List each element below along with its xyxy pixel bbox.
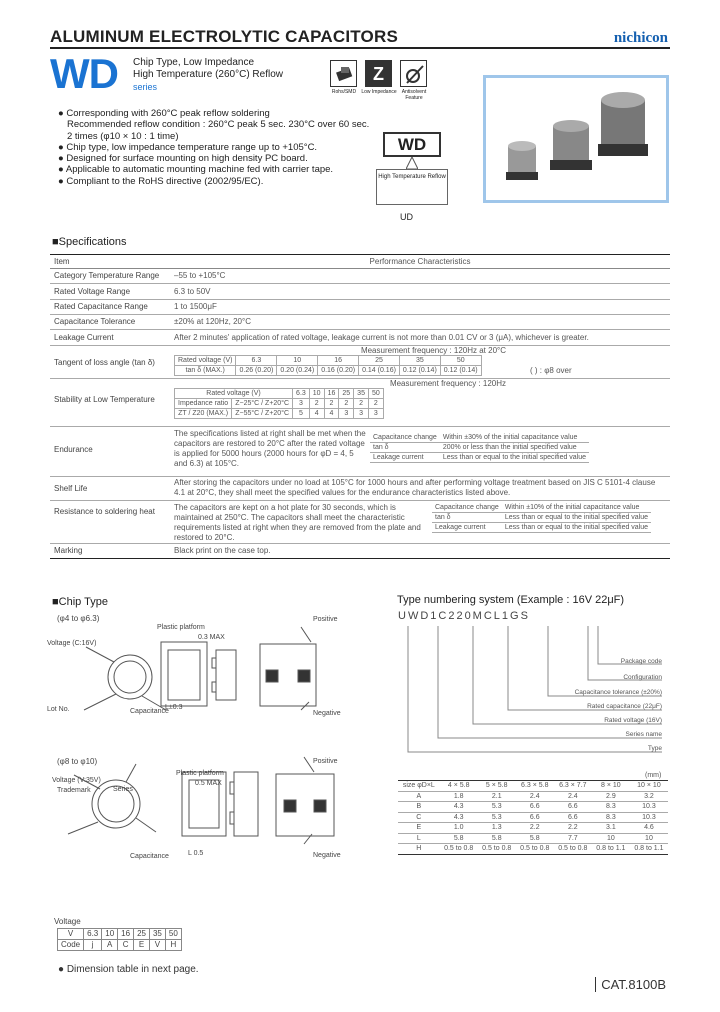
table-row: Category Temperature Range –55 to +105°C: [50, 269, 670, 284]
chip-section-title: ■Chip Type: [52, 596, 108, 608]
positive-label-2: Positive: [313, 758, 338, 765]
table-row: H 0.5 to 0.8 0.5 to 0.8 0.5 to 0.8 0.5 to 0.8 0.8 to 1.1 0.8 to 1.1: [398, 844, 668, 855]
code-desc: Package code: [620, 658, 662, 665]
series-label-2: Series: [113, 786, 133, 793]
table-row: [50, 255, 670, 269]
badge-label-1: Rohs/SMD: [331, 89, 357, 95]
table-row: Code j A C E V H: [58, 940, 182, 951]
code-desc: Type: [647, 745, 662, 752]
code-desc: Rated voltage (16V): [604, 717, 662, 724]
table-row: E 1.0 1.3 2.2 2.2 3.1 4.6: [398, 823, 668, 834]
code-desc: Rated capacitance (22μF): [587, 703, 662, 710]
code-desc: Configuration: [623, 674, 662, 681]
positive-label: Positive: [313, 616, 338, 623]
voltage-label: Voltage (C:16V): [47, 640, 97, 647]
feature-item: ● Applicable to automatic mounting machine fed with carrier tape.: [58, 164, 334, 176]
feature-item: ● Chip type, low impedance temperature range up to +105°C.: [58, 141, 318, 153]
voltage2-label: Voltage (V:35V): [52, 777, 101, 784]
tan-table: Rated voltage (V) 6.3 10 16 25 35 50 tan δ (MAX.) 0.26 (0.20) 0.20 (0.24) 0.16 (0.20) 0.14 (0.16) 0.12 (0.14) 0.12 (0.14): [174, 355, 482, 376]
type-code: UWD1C220MCL1GS: [398, 610, 530, 622]
table-row: L 5.8 5.8 5.8 7.7 10 10: [398, 833, 668, 844]
trademark-label: Trademark: [57, 787, 91, 794]
dim-unit: (mm): [645, 772, 662, 779]
voltage-code-table: [57, 928, 182, 951]
lotno-label: Lot No.: [47, 706, 70, 713]
low-impedance-icon: Z: [365, 60, 392, 87]
code-desc: Series name: [625, 731, 662, 738]
flow-box: High Temperature Reflow: [376, 169, 448, 205]
table-row: Leakage Current After 2 minutes' application of rated voltage, leakage current is not more than 0.01 CV or 3 (μA), whichever is greater.: [50, 330, 670, 346]
stability-table: Rated voltage (V) 6.3 10 16 25 35 50 Impedance ratio Z−25°C / Z+20°C 3 2 2 2 2 2 ZT / Z20 (MAX.) Z−55°C / Z+20°C 5 4 4 3 3 3: [174, 388, 384, 419]
table-row: Resistance to soldering heat The capacitors are kept on a hot plate for 30 seconds, which is maintained at 250°C. The capacitors shall meet the characteristic requirements listed at right when they are removed from the plate and restored to 20°C. Capacitance change Within ±10% of the initial capacitance value tan δ Less than or equal to the initial specified value Leakage current Less than or equal to the initial specified value: [50, 501, 670, 544]
table-row: Shelf Life After storing the capacitors under no load at 105°C for 1000 hours and after performing voltage treatment based on JIS C 5101-4 clause 4.1 at 20°C, they shall meet the specified values for the endurance characteristics listed above.: [50, 477, 670, 501]
plastic-label-2: Plastic platform: [176, 770, 224, 777]
type-numbering-title: Type numbering system (Example : 16V 22μF): [397, 594, 625, 606]
spec-section-title: ■Specifications: [52, 236, 127, 248]
dimension-table: [398, 780, 668, 855]
table-row: Endurance The specifications listed at right shall be met when the capacitors are restored to 20°C after the rated voltage is applied for 5000 hours (2000 hours for φD = 4, 5 and 6.3) at 105°C. Capacitance change Within ±30% of the initial capacitance value tan δ 200% or less than the initial specified value Leakage current Less than or equal to the initial specified value: [50, 427, 670, 477]
feature-item: 2 times (φ10 × 10 : 1 time): [67, 130, 179, 142]
voltage-table-title: Voltage: [54, 917, 81, 926]
spec-table: [50, 254, 670, 559]
table-row: C 4.3 5.3 6.6 6.6 8.3 10.3: [398, 812, 668, 823]
wmax-label: 0.3 MAX: [198, 634, 225, 641]
endurance-table: Capacitance change Within ±30% of the initial capacitance value tan δ 200% or less than the initial specified value Leakage current Less than or equal to the initial specified value: [370, 433, 589, 463]
page-title: ALUMINUM ELECTROLYTIC CAPACITORS: [50, 27, 398, 46]
catalog-number: CAT.8100B: [595, 977, 666, 992]
series-label: series: [133, 82, 158, 92]
table-row: Rated Capacitance Range 1 to 1500μF: [50, 300, 670, 315]
badge-label-2: Low Impedance: [361, 89, 397, 95]
header-rule: [50, 47, 670, 49]
wd-series-box: WD: [383, 132, 441, 157]
resistance-table: Capacitance change Within ±10% of the initial capacitance value tan δ Less than or equal to the initial specified value Leakage current Less than or equal to the initial specified value: [432, 503, 651, 533]
feature-item: ● Compliant to the RoHS directive (2002/95/EC).: [58, 175, 264, 187]
chip-drawing: [46, 622, 376, 912]
range-label-1: (φ4 to φ6.3): [57, 614, 100, 623]
series-desc-1: Chip Type, Low Impedance: [133, 57, 255, 68]
table-row: A 1.8 2.1 2.4 2.4 2.9 3.2: [398, 791, 668, 802]
brand-logo: nichicon: [613, 30, 668, 46]
feature-item: ● Corresponding with 260°C peak reflow soldering: [58, 108, 270, 119]
l05-label: L 0.5: [188, 850, 204, 857]
negative-label-2: Negative: [313, 852, 341, 859]
capacitor-image: [486, 78, 666, 200]
table-row: Rated Voltage Range 6.3 to 50V: [50, 284, 670, 300]
feature-item: ● Designed for surface mounting on high density PC board.: [58, 153, 308, 165]
table-row: Stability at Low Temperature Measurement frequency : 120Hz Rated voltage (V) 6.3 10 16 25 35 50 Impedance ratio Z−25°C / Z+20°C 3 2 2 2 2 2 ZT / Z20 (MAX.) Z−55°C / Z+20°C 5 4 4 3 3 3: [50, 379, 670, 427]
table-row: B 4.3 5.3 6.6 6.6 8.3 10.3: [398, 802, 668, 813]
flow-target: UD: [400, 212, 413, 222]
table-row: size φD×L 4 × 5.8 5 × 5.8 6.3 × 5.8 6.3 × 7.7 8 × 10 10 × 10: [398, 781, 668, 792]
smd-icon: [330, 60, 357, 87]
series-desc-2: High Temperature (260°C) Reflow: [133, 69, 283, 80]
table-row: Marking Black print on the case top.: [50, 544, 670, 559]
table-row: V 6.3 10 16 25 35 50: [58, 929, 182, 940]
capacitance-label-2: Capacitance: [130, 853, 169, 860]
feature-list: [58, 108, 369, 187]
antisolvent-icon: [400, 60, 427, 87]
char-header: Performance Characteristics: [170, 255, 670, 269]
product-photo: [483, 75, 669, 203]
capacitance-label: Capacitance: [130, 708, 169, 715]
table-row: Tangent of loss angle (tan δ) Measurement frequency : 120Hz at 20°C Rated voltage (V) 6.3 10 16 25 35 50 tan δ (MAX.) 0.26 (0.20) 0.20 (0.24) 0.16 (0.20) 0.14 (0.16) 0.12 (0.14) 0.12 (0.14) ( ) : φ8 over: [50, 346, 670, 379]
table-row: Capacitance Tolerance ±20% at 120Hz, 20°C: [50, 315, 670, 330]
l03-label: L±0.3: [165, 704, 183, 711]
item-header: Item: [50, 255, 170, 269]
wmax2-label: 0.5 MAX: [195, 780, 222, 787]
range-label-2: (φ8 to φ10): [57, 757, 98, 766]
series-code: WD: [50, 50, 118, 97]
footnote: ● Dimension table in next page.: [58, 964, 199, 975]
feature-item: Recommended reflow condition : 260°C peak 5 sec. 230°C over 60 sec.: [67, 119, 370, 131]
code-desc: Capacitance tolerance (±20%): [574, 689, 662, 696]
series-description: [133, 57, 283, 93]
negative-label: Negative: [313, 710, 341, 717]
badge-label-3: Antisolvent Feature: [401, 89, 427, 101]
plastic-label: Plastic platform: [157, 624, 205, 631]
